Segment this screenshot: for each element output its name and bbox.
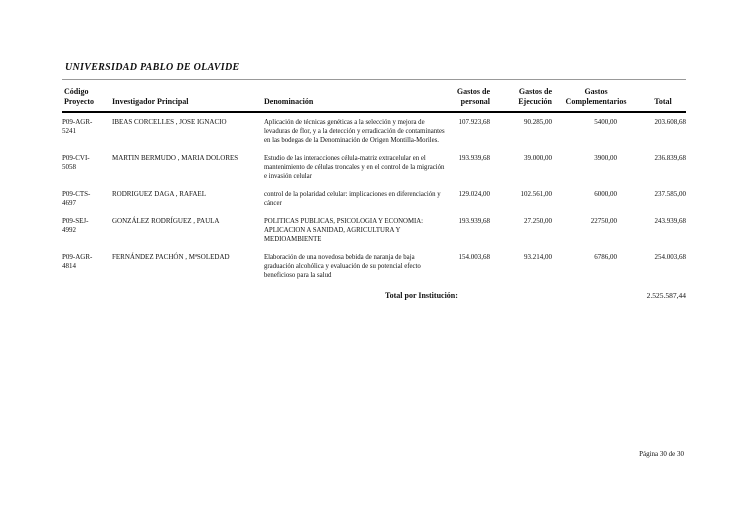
institution-total-label: Total por Institución: bbox=[385, 291, 458, 300]
project-code: P09-SEJ-4992 bbox=[62, 217, 89, 234]
table-row bbox=[62, 113, 686, 149]
project-denomination: Aplicación de técnicas genéticas a la selección y mejora de levaduras de flor, y a la detección y erradicación de contaminantes en las bodegas de la Denominación de Origen Montilla-Moriles. bbox=[264, 119, 445, 144]
investigator-name: IBEAS CORCELLES , JOSE IGNACIO bbox=[112, 118, 227, 126]
gastos-ejecucion-value: 39.000,00 bbox=[524, 154, 552, 162]
gastos-complementarios-value: 22750,00 bbox=[590, 217, 617, 225]
project-denomination: control de la polaridad celular: implicaciones en diferenciación y cáncer bbox=[264, 191, 441, 207]
header-gastos-ejecucion: Gastos de Ejecución bbox=[518, 87, 552, 106]
investigator-name: RODRIGUEZ DAGA , RAFAEL bbox=[112, 190, 206, 198]
gastos-ejecucion-value: 27.250,00 bbox=[524, 217, 552, 225]
gastos-complementarios-value: 6000,00 bbox=[594, 190, 617, 198]
gastos-personal-value: 154.003,68 bbox=[458, 253, 490, 261]
gastos-complementarios-value: 6786,00 bbox=[594, 253, 617, 261]
table-row bbox=[62, 248, 686, 284]
gastos-personal-value: 193.939,68 bbox=[458, 217, 490, 225]
header-investigador: Investigador Principal bbox=[112, 97, 189, 106]
header-codigo-line2: Proyecto bbox=[64, 97, 95, 106]
header-gastos-complementarios: Gastos Complementarios bbox=[565, 87, 627, 106]
row-total-value: 243.939,68 bbox=[654, 217, 686, 225]
gastos-ejecucion-value: 93.214,00 bbox=[524, 253, 552, 261]
table-row bbox=[62, 185, 686, 212]
projects-table bbox=[62, 79, 686, 300]
header-codigo-line1: Código bbox=[64, 87, 89, 96]
header-gastos-personal: Gastos de personal bbox=[456, 87, 490, 106]
investigator-name: GONZÁLEZ RODRÍGUEZ , PAULA bbox=[112, 217, 220, 225]
table-row bbox=[62, 149, 686, 185]
table-row bbox=[62, 212, 686, 248]
gastos-personal-value: 193.939,68 bbox=[458, 154, 490, 162]
investigator-name: FERNÁNDEZ PACHÓN , MªSOLEDAD bbox=[112, 253, 230, 261]
row-total-value: 236.839,68 bbox=[654, 154, 686, 162]
project-denomination: Elaboración de una novedosa bebida de naranja de baja graduación alcohólica y evaluación de su potencial efecto beneficioso para la salud bbox=[264, 254, 421, 279]
gastos-complementarios-value: 3900,00 bbox=[594, 154, 617, 162]
header-total: Total bbox=[654, 97, 672, 106]
row-total-value: 254.003,68 bbox=[654, 253, 686, 261]
project-code: P09-CTS-4697 bbox=[62, 190, 91, 207]
header-codigo-proyecto bbox=[62, 87, 112, 107]
gastos-complementarios-value: 5400,00 bbox=[594, 118, 617, 126]
gastos-ejecucion-value: 90.285,00 bbox=[524, 118, 552, 126]
table-header-row bbox=[62, 80, 686, 113]
row-total-value: 203.608,68 bbox=[654, 118, 686, 126]
project-code: P09-AGR-5241 bbox=[62, 118, 93, 135]
investigator-name: MARTIN BERMUDO , MARIA DOLORES bbox=[112, 154, 239, 162]
gastos-personal-value: 107.923,68 bbox=[458, 118, 490, 126]
header-denominacion: Denominación bbox=[264, 97, 314, 106]
row-total-value: 237.585,00 bbox=[654, 190, 686, 198]
project-code: P09-AGR-4814 bbox=[62, 253, 93, 270]
project-denomination: POLITICAS PUBLICAS, PSICOLOGIA Y ECONOMIA: APLICACION A SANIDAD, AGRICULTURA Y MEDIOAMBIENTE bbox=[264, 218, 424, 243]
page-number: Página 30 de 30 bbox=[639, 450, 684, 458]
project-denomination: Estudio de las interacciones célula-matriz extracelular en el mantenimiento de células troncales y en el control de la migración e invasión celular bbox=[264, 155, 445, 180]
gastos-personal-value: 129.024,00 bbox=[458, 190, 490, 198]
institution-total-row bbox=[62, 291, 686, 300]
institution-title: UNIVERSIDAD PABLO DE OLAVIDE bbox=[65, 62, 240, 73]
project-code: P09-CVI-5058 bbox=[62, 154, 90, 171]
institution-total-value: 2.525.587,44 bbox=[646, 291, 686, 300]
gastos-ejecucion-value: 102.561,00 bbox=[520, 190, 552, 198]
